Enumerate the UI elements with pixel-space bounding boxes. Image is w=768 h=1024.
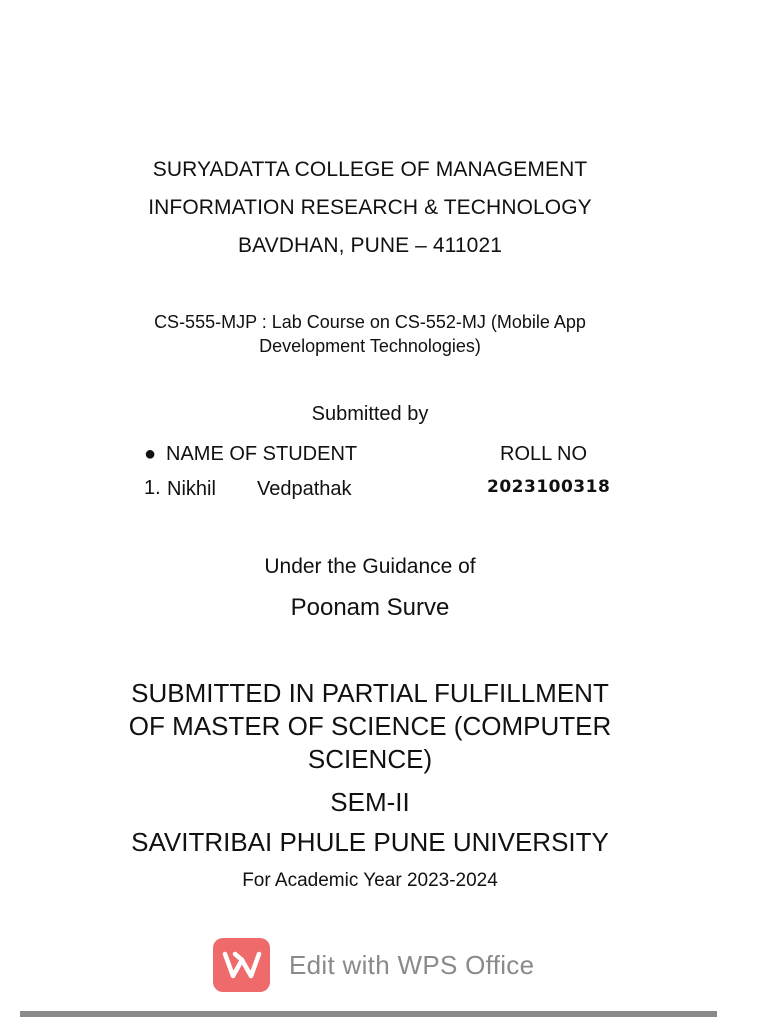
college-name-line-1: SURYADATTA COLLEGE OF MANAGEMENT: [152, 158, 588, 181]
edit-with-wps-office-banner[interactable]: [213, 937, 534, 993]
university-name: SAVITRIBAI PHULE PUNE UNIVERSITY: [131, 827, 609, 857]
guidance-label: Under the Guidance of: [264, 555, 476, 578]
course-title-line-1: CS-555-MJP : Lab Course on CS-552-MJ (Mobile App: [154, 312, 586, 332]
course-title-line-2: Development Technologies): [259, 336, 481, 356]
fulfillment-line-2: OF MASTER OF SCIENCE (COMPUTER: [128, 711, 612, 741]
student-first-name: Nikhil: [167, 478, 216, 500]
student-last-name: Vedpathak: [257, 478, 352, 500]
bottom-divider: [20, 1011, 717, 1017]
bullet: ●: [144, 443, 157, 465]
wps-w-glyph-icon: [222, 950, 262, 980]
student-roll-no: 2023100318: [487, 477, 611, 497]
college-address: BAVDHAN, PUNE – 411021: [237, 234, 503, 257]
student-index: 1.: [144, 477, 161, 499]
wps-office-logo-icon[interactable]: [213, 938, 270, 992]
semester: SEM-II: [330, 787, 410, 817]
fulfillment-line-3: SCIENCE): [307, 744, 433, 774]
fulfillment-line-1: SUBMITTED IN PARTIAL FULFILLMENT: [131, 678, 609, 708]
submitted-by-label: Submitted by: [311, 403, 429, 425]
name-of-student-header: NAME OF STUDENT: [166, 443, 358, 465]
college-name-line-2: INFORMATION RESEARCH & TECHNOLOGY: [148, 196, 592, 219]
guide-name: Poonam Surve: [290, 594, 450, 621]
edit-with-wps-office-link[interactable]: Edit with WPS Office: [289, 949, 535, 980]
roll-no-header: ROLL NO: [500, 443, 588, 465]
academic-year: For Academic Year 2023-2024: [242, 870, 498, 891]
